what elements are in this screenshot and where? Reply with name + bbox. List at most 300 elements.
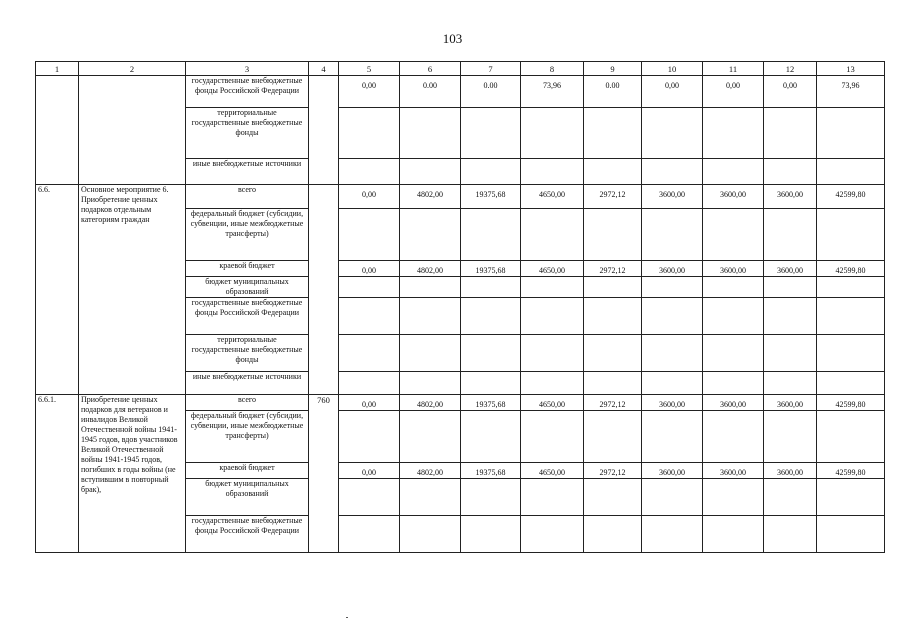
amount-value bbox=[463, 516, 518, 521]
column-number: 12 bbox=[764, 62, 817, 76]
amount-value bbox=[341, 411, 397, 416]
funding-source: всего bbox=[186, 395, 309, 411]
amount-value bbox=[705, 479, 761, 484]
amount-cell bbox=[400, 298, 461, 335]
amount-value: 42599,80 bbox=[835, 400, 866, 409]
amount-value bbox=[523, 298, 581, 303]
amount-value: 3600,00 bbox=[659, 400, 685, 409]
column-number: 7 bbox=[461, 62, 521, 76]
amount-value bbox=[644, 411, 700, 416]
amount-cell bbox=[521, 108, 584, 159]
amount-value bbox=[341, 277, 397, 282]
amount-cell bbox=[461, 298, 521, 335]
amount-value: 73,96 bbox=[841, 81, 860, 90]
amount-cell bbox=[817, 185, 885, 209]
grbs-code bbox=[309, 76, 339, 185]
amount-value bbox=[341, 159, 397, 164]
amount-cell bbox=[584, 479, 642, 516]
amount-value bbox=[586, 108, 639, 113]
amount-cell bbox=[400, 277, 461, 298]
funding-source: бюджет муниципальных образований bbox=[186, 277, 309, 298]
activity-description bbox=[79, 76, 186, 185]
amount-value bbox=[463, 277, 518, 282]
column-number: 8 bbox=[521, 62, 584, 76]
amount-cell bbox=[764, 411, 817, 463]
amount-value bbox=[402, 277, 458, 282]
amount-cell bbox=[817, 277, 885, 298]
amount-cell bbox=[642, 261, 703, 277]
amount-cell bbox=[764, 277, 817, 298]
amount-cell bbox=[764, 372, 817, 395]
amount-value: 0,00 bbox=[362, 400, 376, 409]
amount-value bbox=[586, 479, 639, 484]
page-number: 103 bbox=[442, 31, 463, 46]
amount-value bbox=[341, 516, 397, 521]
amount-cell bbox=[400, 516, 461, 553]
amount-value bbox=[402, 516, 458, 521]
amount-cell bbox=[642, 108, 703, 159]
amount-value: 0,00 bbox=[362, 266, 376, 275]
amount-cell bbox=[584, 277, 642, 298]
amount-value bbox=[644, 159, 700, 164]
amount-cell bbox=[817, 298, 885, 335]
amount-value bbox=[705, 209, 761, 214]
amount-cell bbox=[584, 463, 642, 479]
amount-value bbox=[705, 298, 761, 303]
amount-cell bbox=[461, 479, 521, 516]
amount-value: 0.00 bbox=[605, 81, 620, 90]
activity-code bbox=[36, 76, 79, 185]
amount-value: 3600,00 bbox=[777, 468, 803, 477]
amount-cell bbox=[521, 395, 584, 411]
column-number: 5 bbox=[339, 62, 400, 76]
amount-cell bbox=[339, 185, 400, 209]
amount-value bbox=[644, 516, 700, 521]
amount-cell bbox=[521, 76, 584, 108]
amount-cell bbox=[521, 277, 584, 298]
amount-cell bbox=[521, 335, 584, 372]
amount-cell bbox=[461, 516, 521, 553]
activity-description: Приобретение ценных подарков для ветеранов и инвалидов Великой Отечественной войны 1941-1945 годов, вдов участников Великой Отечественной войны 1941-1945 годов, погибших в годы войны (не вступившим в повторный брак), bbox=[79, 395, 186, 553]
funding-source: краевой бюджет bbox=[186, 463, 309, 479]
amount-cell bbox=[764, 479, 817, 516]
amount-value: 0,00 bbox=[362, 468, 376, 477]
amount-cell bbox=[703, 298, 764, 335]
amount-cell bbox=[764, 516, 817, 553]
amount-value: 19375,68 bbox=[475, 190, 506, 199]
amount-value bbox=[819, 516, 882, 521]
column-number: 4 bbox=[309, 62, 339, 76]
table-body bbox=[36, 62, 885, 553]
amount-value bbox=[644, 108, 700, 113]
amount-value: 4650,00 bbox=[539, 400, 565, 409]
amount-cell bbox=[817, 479, 885, 516]
amount-cell bbox=[764, 76, 817, 108]
amount-value: 42599,80 bbox=[835, 468, 866, 477]
amount-value bbox=[766, 335, 814, 340]
amount-value bbox=[402, 159, 458, 164]
amount-cell bbox=[584, 395, 642, 411]
amount-value: 3600,00 bbox=[777, 400, 803, 409]
amount-value: 4650,00 bbox=[539, 468, 565, 477]
activity-description: Основное мероприятие 6. Приобретение ценных подарков отдельным категориям граждан bbox=[79, 185, 186, 395]
amount-value bbox=[523, 277, 581, 282]
table-row bbox=[36, 76, 885, 108]
amount-cell bbox=[461, 185, 521, 209]
scan-mark bbox=[346, 617, 348, 618]
amount-cell bbox=[642, 335, 703, 372]
amount-cell bbox=[703, 463, 764, 479]
amount-value bbox=[819, 298, 882, 303]
amount-value bbox=[586, 372, 639, 377]
amount-value bbox=[586, 335, 639, 340]
amount-value: 3600,00 bbox=[720, 190, 746, 199]
amount-value bbox=[523, 479, 581, 484]
amount-value: 0.00 bbox=[483, 81, 498, 90]
amount-cell bbox=[461, 335, 521, 372]
amount-value bbox=[766, 516, 814, 521]
amount-value bbox=[644, 479, 700, 484]
amount-cell bbox=[817, 209, 885, 261]
amount-cell bbox=[521, 479, 584, 516]
amount-value bbox=[523, 335, 581, 340]
amount-value: 4650,00 bbox=[539, 190, 565, 199]
amount-value: 0,00 bbox=[726, 81, 740, 90]
funding-source: бюджет муниципальных образований bbox=[186, 479, 309, 516]
amount-cell bbox=[642, 479, 703, 516]
amount-value bbox=[463, 108, 518, 113]
amount-cell bbox=[400, 76, 461, 108]
amount-value bbox=[766, 159, 814, 164]
amount-value: 3600,00 bbox=[659, 468, 685, 477]
column-number: 9 bbox=[584, 62, 642, 76]
amount-cell bbox=[521, 372, 584, 395]
amount-cell bbox=[817, 108, 885, 159]
table-row bbox=[36, 395, 885, 411]
amount-value: 4802,00 bbox=[417, 400, 443, 409]
amount-value bbox=[463, 479, 518, 484]
amount-cell bbox=[817, 335, 885, 372]
amount-value bbox=[819, 159, 882, 164]
amount-cell bbox=[339, 411, 400, 463]
amount-value: 0.00 bbox=[423, 81, 437, 90]
amount-value bbox=[705, 277, 761, 282]
amount-cell bbox=[461, 159, 521, 185]
amount-cell bbox=[584, 209, 642, 261]
amount-cell bbox=[642, 209, 703, 261]
funding-source: государственные внебюджетные фонды Российской Федерации bbox=[186, 76, 309, 108]
amount-cell bbox=[521, 261, 584, 277]
amount-value: 3600,00 bbox=[720, 468, 746, 477]
amount-cell bbox=[703, 76, 764, 108]
funding-source: государственные внебюджетные фонды Российской Федерации bbox=[186, 516, 309, 553]
amount-cell bbox=[521, 298, 584, 335]
amount-cell bbox=[764, 335, 817, 372]
amount-value: 4802,00 bbox=[417, 266, 443, 275]
budget-table bbox=[35, 61, 885, 553]
activity-code: 6.6.1. bbox=[36, 395, 79, 553]
funding-source: всего bbox=[186, 185, 309, 209]
amount-value bbox=[523, 159, 581, 164]
amount-cell bbox=[521, 159, 584, 185]
amount-cell bbox=[642, 395, 703, 411]
amount-cell bbox=[817, 463, 885, 479]
funding-source: территориальные государственные внебюджетные фонды bbox=[186, 335, 309, 372]
amount-cell bbox=[817, 76, 885, 108]
amount-value bbox=[523, 209, 581, 214]
amount-cell bbox=[521, 185, 584, 209]
amount-value bbox=[341, 108, 397, 113]
amount-cell bbox=[339, 298, 400, 335]
activity-code: 6.6. bbox=[36, 185, 79, 395]
amount-value bbox=[644, 298, 700, 303]
amount-value bbox=[402, 209, 458, 214]
amount-cell bbox=[764, 395, 817, 411]
amount-value bbox=[463, 411, 518, 416]
amount-cell bbox=[339, 372, 400, 395]
amount-cell bbox=[703, 261, 764, 277]
amount-value: 2972,12 bbox=[599, 190, 626, 199]
amount-value bbox=[402, 108, 458, 113]
amount-value: 3600,00 bbox=[659, 266, 685, 275]
amount-cell bbox=[339, 479, 400, 516]
amount-cell bbox=[764, 463, 817, 479]
amount-value bbox=[766, 277, 814, 282]
amount-value bbox=[705, 159, 761, 164]
amount-value: 2972,12 bbox=[599, 400, 626, 409]
amount-value bbox=[523, 411, 581, 416]
amount-value bbox=[523, 372, 581, 377]
amount-cell bbox=[339, 261, 400, 277]
amount-cell bbox=[400, 185, 461, 209]
amount-cell bbox=[764, 298, 817, 335]
amount-cell bbox=[764, 209, 817, 261]
amount-value: 0,00 bbox=[783, 81, 797, 90]
table-row bbox=[36, 185, 885, 209]
amount-value: 19375,68 bbox=[475, 400, 506, 409]
column-number: 3 bbox=[186, 62, 309, 76]
amount-cell bbox=[400, 335, 461, 372]
amount-value bbox=[523, 516, 581, 521]
amount-value bbox=[463, 159, 518, 164]
amount-value bbox=[402, 411, 458, 416]
amount-cell bbox=[400, 209, 461, 261]
amount-value bbox=[463, 298, 518, 303]
amount-value: 4802,00 bbox=[417, 190, 443, 199]
amount-value bbox=[341, 298, 397, 303]
amount-value bbox=[644, 277, 700, 282]
amount-value: 19375,68 bbox=[475, 266, 506, 275]
amount-cell bbox=[584, 108, 642, 159]
amount-cell bbox=[521, 411, 584, 463]
amount-cell bbox=[461, 411, 521, 463]
amount-cell bbox=[339, 159, 400, 185]
amount-cell bbox=[584, 335, 642, 372]
amount-cell bbox=[339, 209, 400, 261]
funding-source: федеральный бюджет (субсидии, субвенции, иные межбюджетные трансферты) bbox=[186, 411, 309, 463]
amount-cell bbox=[817, 516, 885, 553]
amount-cell bbox=[461, 76, 521, 108]
amount-value: 0,00 bbox=[362, 81, 376, 90]
amount-cell bbox=[703, 159, 764, 185]
amount-value bbox=[819, 108, 882, 113]
amount-value: 73,96 bbox=[543, 81, 561, 90]
amount-cell bbox=[642, 185, 703, 209]
amount-value bbox=[586, 277, 639, 282]
amount-cell bbox=[703, 411, 764, 463]
amount-cell bbox=[703, 108, 764, 159]
funding-source: иные внебюджетные источники bbox=[186, 372, 309, 395]
amount-cell bbox=[339, 463, 400, 479]
amount-value: 42599,80 bbox=[835, 266, 866, 275]
amount-value bbox=[644, 372, 700, 377]
funding-source: иные внебюджетные источники bbox=[186, 159, 309, 185]
amount-value bbox=[341, 335, 397, 340]
amount-value bbox=[463, 335, 518, 340]
funding-source: государственные внебюджетные фонды Российской Федерации bbox=[186, 298, 309, 335]
amount-cell bbox=[400, 159, 461, 185]
amount-cell bbox=[461, 261, 521, 277]
amount-value: 3600,00 bbox=[720, 400, 746, 409]
amount-cell bbox=[461, 463, 521, 479]
amount-cell bbox=[703, 277, 764, 298]
amount-cell bbox=[817, 261, 885, 277]
amount-value: 3600,00 bbox=[777, 190, 803, 199]
amount-value bbox=[705, 335, 761, 340]
amount-value bbox=[819, 411, 882, 416]
amount-value bbox=[819, 277, 882, 282]
amount-value bbox=[341, 372, 397, 377]
amount-value bbox=[766, 479, 814, 484]
amount-value: 4650,00 bbox=[539, 266, 565, 275]
amount-cell bbox=[642, 298, 703, 335]
amount-cell bbox=[584, 298, 642, 335]
amount-cell bbox=[703, 335, 764, 372]
amount-value bbox=[766, 298, 814, 303]
amount-cell bbox=[339, 277, 400, 298]
amount-cell bbox=[584, 372, 642, 395]
amount-value bbox=[586, 516, 639, 521]
grbs-code bbox=[309, 185, 339, 395]
amount-value bbox=[586, 411, 639, 416]
amount-value: 0,00 bbox=[362, 190, 376, 199]
column-number: 11 bbox=[703, 62, 764, 76]
amount-cell bbox=[339, 108, 400, 159]
amount-cell bbox=[400, 395, 461, 411]
amount-cell bbox=[461, 108, 521, 159]
column-number: 13 bbox=[817, 62, 885, 76]
amount-cell bbox=[339, 395, 400, 411]
amount-cell bbox=[642, 76, 703, 108]
amount-cell bbox=[584, 159, 642, 185]
amount-cell bbox=[461, 372, 521, 395]
amount-cell bbox=[703, 185, 764, 209]
amount-cell bbox=[521, 516, 584, 553]
amount-value: 4802,00 bbox=[417, 468, 443, 477]
amount-value: 2972,12 bbox=[599, 266, 626, 275]
amount-cell bbox=[703, 209, 764, 261]
amount-cell bbox=[642, 516, 703, 553]
amount-cell bbox=[642, 411, 703, 463]
amount-value bbox=[402, 335, 458, 340]
funding-source: краевой бюджет bbox=[186, 261, 309, 277]
column-number: 10 bbox=[642, 62, 703, 76]
funding-source: территориальные государственные внебюджетные фонды bbox=[186, 108, 309, 159]
amount-value bbox=[705, 411, 761, 416]
amount-value bbox=[705, 108, 761, 113]
amount-value bbox=[341, 479, 397, 484]
amount-value bbox=[819, 372, 882, 377]
amount-value bbox=[705, 372, 761, 377]
amount-cell bbox=[703, 372, 764, 395]
column-number-row bbox=[36, 62, 885, 76]
amount-cell bbox=[764, 108, 817, 159]
amount-value: 0,00 bbox=[665, 81, 679, 90]
amount-cell bbox=[521, 209, 584, 261]
amount-value bbox=[402, 372, 458, 377]
amount-value bbox=[705, 516, 761, 521]
amount-cell bbox=[461, 395, 521, 411]
amount-value bbox=[523, 108, 581, 113]
amount-cell bbox=[642, 159, 703, 185]
amount-cell bbox=[584, 411, 642, 463]
amount-cell bbox=[339, 335, 400, 372]
amount-cell bbox=[400, 411, 461, 463]
amount-value bbox=[463, 372, 518, 377]
amount-value bbox=[819, 209, 882, 214]
amount-value bbox=[586, 298, 639, 303]
amount-cell bbox=[703, 516, 764, 553]
amount-cell bbox=[817, 159, 885, 185]
amount-value bbox=[766, 372, 814, 377]
amount-cell bbox=[703, 395, 764, 411]
amount-cell bbox=[461, 277, 521, 298]
amount-cell bbox=[584, 185, 642, 209]
amount-cell bbox=[703, 479, 764, 516]
amount-value bbox=[766, 411, 814, 416]
amount-cell bbox=[339, 516, 400, 553]
amount-cell bbox=[339, 76, 400, 108]
amount-cell bbox=[400, 372, 461, 395]
amount-value bbox=[463, 209, 518, 214]
amount-cell bbox=[764, 159, 817, 185]
amount-cell bbox=[400, 463, 461, 479]
amount-value bbox=[402, 298, 458, 303]
amount-value: 42599,80 bbox=[835, 190, 866, 199]
amount-value bbox=[402, 479, 458, 484]
amount-cell bbox=[764, 185, 817, 209]
amount-cell bbox=[521, 463, 584, 479]
amount-value bbox=[819, 335, 882, 340]
amount-cell bbox=[584, 516, 642, 553]
amount-cell bbox=[817, 395, 885, 411]
amount-value: 19375,68 bbox=[475, 468, 506, 477]
amount-cell bbox=[817, 411, 885, 463]
amount-cell bbox=[584, 76, 642, 108]
amount-value bbox=[644, 335, 700, 340]
amount-value bbox=[819, 479, 882, 484]
amount-cell bbox=[584, 261, 642, 277]
column-number: 1 bbox=[36, 62, 79, 76]
amount-value bbox=[586, 209, 639, 214]
amount-cell bbox=[461, 209, 521, 261]
amount-value: 2972,12 bbox=[599, 468, 626, 477]
amount-value: 3600,00 bbox=[777, 266, 803, 275]
amount-cell bbox=[817, 372, 885, 395]
amount-cell bbox=[400, 479, 461, 516]
amount-cell bbox=[764, 261, 817, 277]
amount-cell bbox=[642, 463, 703, 479]
